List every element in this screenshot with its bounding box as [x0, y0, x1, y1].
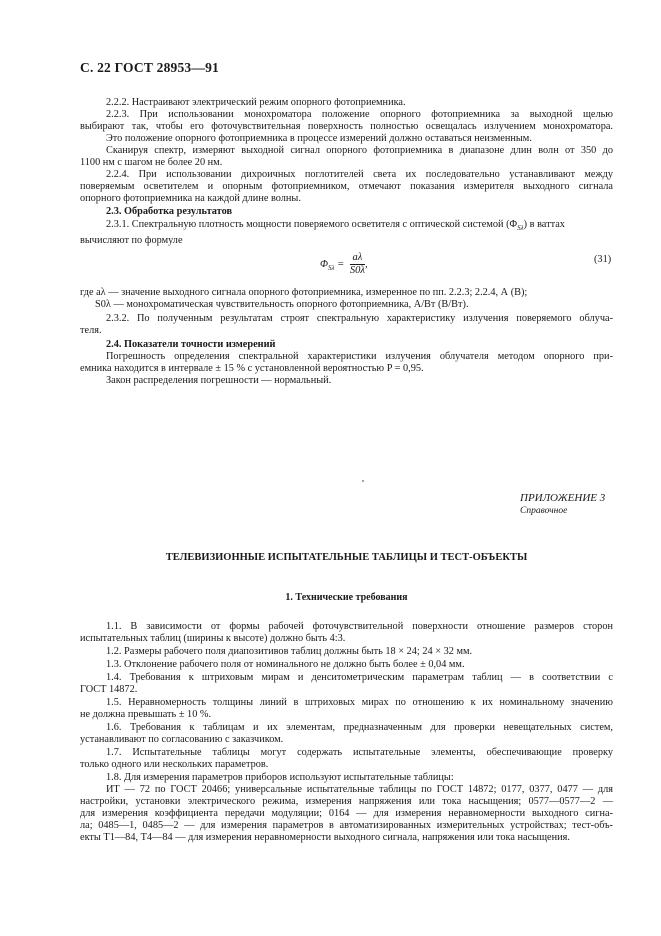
- where-line1: где aλ — значение выходного сигнала опорного фотоприемника, измеренное по пп. 2.2.3; 2.2.4, А (В);: [80, 287, 528, 298]
- formula-equals: =: [337, 258, 345, 270]
- item-1-7-line1: 1.7. Испытательные таблицы могут содержать испытательные элементы, обеспечивающие проверку: [106, 747, 613, 758]
- paragraph-2-2-3-line2: выбирают так, чтобы его фоточувствительная поверхность полностью освещалась излучением монохроматора.: [80, 121, 613, 132]
- item-1-1-line1: 1.1. В зависимости от формы рабочей фоточувствительной поверхности отношение размеров сторон: [106, 621, 613, 632]
- heading-2-4: 2.4. Показатели точности измерений: [106, 339, 276, 350]
- formula-lhs-subscript: Sλ: [328, 264, 335, 272]
- paragraph-2-3-2-line1: 2.3.2. По полученным результатам строят спектральную характеристику излучения поверяемого облуча-: [106, 313, 613, 324]
- formula-denominator: S0λ: [349, 265, 365, 276]
- scan-speck: [362, 480, 364, 482]
- paragraph-2-3-1-line1: [106, 218, 565, 235]
- formula-lhs: Φ: [320, 258, 328, 270]
- formula-31: [320, 252, 368, 277]
- item-1-3: 1.3. Отклонение рабочего поля от номинального не должно быть более ± 0,04 мм.: [106, 659, 465, 670]
- section-1-title: 1. Технические требования: [285, 592, 408, 603]
- paragraph-2-4-line1: Погрешность определения спектральной характеристики излучения облучателя методом опорного при-: [106, 351, 613, 362]
- formula-numerator: aλ: [350, 252, 365, 265]
- paragraph-2-2-4-line2: поверяемым осветителем и опорным фотоприемником, отмечают показания измерителя выходного сигнала: [80, 181, 613, 192]
- heading-2-3: 2.3. Обработка результатов: [106, 206, 233, 217]
- paragraph-2-4-line3: Закон распределения погрешности — нормальный.: [106, 375, 332, 386]
- paragraph-position: Это положение опорного фотоприемника в процессе измерений должно оставаться неизменным.: [106, 133, 532, 144]
- item-1-8-list-line2: настройки, установки электрического режима, измерения напряжения или тока насыщения; 0577—0577—2 —: [80, 796, 613, 807]
- paragraph-2-2-4-line3: опорного фотоприемника на каждой длине волны.: [80, 193, 301, 204]
- formula-comma: ,: [364, 258, 368, 270]
- paragraph-2-3-1-text-b: ) в ваттах: [523, 219, 565, 230]
- item-1-8: 1.8. Для измерения параметров приборов используют испытательные таблицы:: [106, 772, 454, 783]
- item-1-8-list-line4: ла; 0485—1, 0485—2 — для измерения параметров в автоматизированных измерительных устройствах; тест-объ-: [80, 820, 613, 831]
- where-line2: S0λ — монохроматическая чувствительность опорного фотоприемника, А/Вт (В/Вт).: [95, 299, 469, 310]
- item-1-7-line2: только одного или нескольких параметров.: [80, 759, 269, 770]
- item-1-4-line2: ГОСТ 14872.: [80, 684, 138, 695]
- paragraph-2-2-2: 2.2.2. Настраивают электрический режим опорного фотоприемника.: [106, 97, 406, 108]
- item-1-4-line1: 1.4. Требования к штриховым мирам и денситометрическим параметрам таблиц — в соответствии с: [106, 672, 613, 683]
- paragraph-scan-line1: Сканируя спектр, измеряют выходной сигнал опорного фотоприемника в диапазоне длин волн от 350 до: [106, 145, 613, 156]
- item-1-8-list-line5: екты Т1—84, Т4—84 — для измерения неравномерности выходного сигнала, напряжения или тока насыщения.: [80, 832, 570, 843]
- appendix-label: ПРИЛОЖЕНИЕ 3: [520, 492, 606, 504]
- appendix-title: ТЕЛЕВИЗИОННЫЕ ИСПЫТАТЕЛЬНЫЕ ТАБЛИЦЫ И ТЕСТ-ОБЪЕКТЫ: [165, 552, 528, 563]
- item-1-8-list-line1: ИТ — 72 по ГОСТ 20466; универсальные испытательные таблицы по ГОСТ 14872; 0177, 0377, 0477 — для: [106, 784, 613, 795]
- formula-fraction: [350, 252, 365, 277]
- paragraph-2-3-1-text-a: 2.3.1. Спектральную плотность мощности поверяемого осветителя с оптической системой (Φ: [106, 219, 518, 230]
- item-1-5-line1: 1.5. Неравномерность толщины линий в штриховых мирах по отношению к их номинальному значению: [106, 697, 613, 708]
- item-1-6-line1: 1.6. Требования к таблицам и их элементам, предназначенным для проверки невещательных систем,: [106, 722, 613, 733]
- paragraph-2-4-line2: емника находится в интервале ± 15 % с установленной вероятностью P = 0,95.: [80, 363, 424, 374]
- phi-subscript: Sλ: [517, 224, 524, 233]
- paragraph-2-2-4-line1: 2.2.4. При использовании дихроичных поглотителей света их последовательно устанавливают между: [106, 169, 613, 180]
- paragraph-scan-line2: 1100 нм с шагом не более 20 нм.: [80, 157, 223, 168]
- item-1-5-line2: не должна превышать ± 10 %.: [80, 709, 212, 720]
- paragraph-2-3-2-line2: теля.: [80, 325, 102, 336]
- paragraph-2-3-1-line2: вычисляют по формуле: [80, 235, 183, 246]
- item-1-1-line2: испытательных таблиц (ширины к высоте) должно быть 4:3.: [80, 633, 346, 644]
- page-header: С. 22 ГОСТ 28953—91: [80, 60, 219, 75]
- appendix-subtitle: Справочное: [520, 506, 568, 516]
- item-1-6-line2: устанавливают по согласованию с заказчиком.: [80, 734, 284, 745]
- formula-number: (31): [594, 254, 612, 265]
- paragraph-2-2-3-line1: 2.2.3. При использовании монохроматора положение опорного фотоприемника за выходной щелью: [106, 109, 613, 120]
- item-1-8-list-line3: для измерения коэффициента передачи модуляции; 0164 — для измерения неравномерности выходного сигна-: [80, 808, 613, 819]
- item-1-2: 1.2. Размеры рабочего поля диапозитивов таблиц должны быть 18 × 24; 24 × 32 мм.: [106, 646, 473, 657]
